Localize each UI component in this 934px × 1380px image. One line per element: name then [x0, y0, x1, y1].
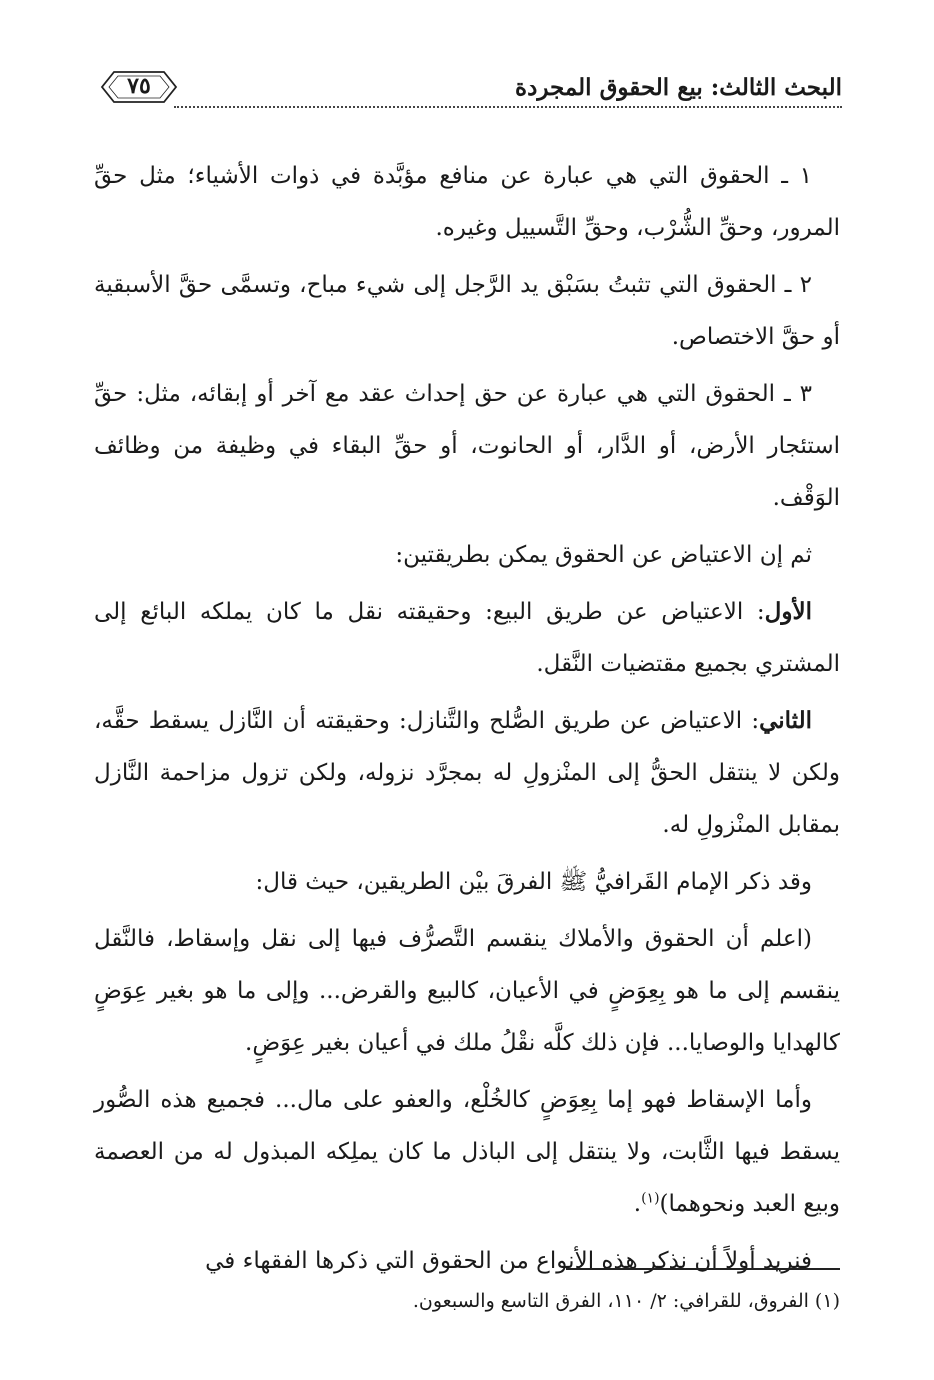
header-rule — [174, 106, 842, 108]
main-text — [94, 150, 840, 1292]
first-method-text: : الاعتياض عن طريق البيع: وحقيقته نقل ما كان يملكه البائع إلى المشتري بجميع مقتضيات النَّقل. — [94, 599, 840, 677]
running-title: البحث الثالث: بيع الحقوق المجردة — [515, 74, 842, 101]
footnote-reference: (١) — [641, 1190, 660, 1207]
intro-paragraph: ثم إن الاعتياض عن الحقوق يمكن بطريقتين: — [395, 542, 812, 568]
list-item-3: ٣ ـ الحقوق التي هي عبارة عن حق إحداث عقد مع آخر أو إبقائه، مثل: حقِّ استئجار الأرض، أو الدَّار، أو الحانوت، أو حقِّ البقاء في وظيفة من وظائف الوَقْف. — [94, 381, 840, 511]
list-item-2: ٢ ـ الحقوق التي تثبتُ بسَبْق يد الرَّجل إلى شيء مباح، وتسمَّى حقَّ الأسبقية أو حقَّ الاختصاص. — [94, 272, 840, 350]
second-method-text: : الاعتياض عن طريق الصُّلح والتَّنازل: وحقيقته أن النَّازل يسقط حقَّه، ولكن لا ينتقل الحقُّ إلى المنْزولِ له بمجرَّد نزوله، ولكن تزول مزاحمة النَّازل بمقابل المنْزولِ له. — [94, 708, 840, 838]
footnote: (١) الفروق، للقرافي: ٢/ ١١٠، الفرق التاسع والسبعون. — [412, 1290, 840, 1312]
quote-paragraph-2 — [94, 1074, 840, 1230]
first-method-label: الأول — [764, 598, 812, 625]
first-method-paragraph — [94, 586, 840, 690]
page-number-frame — [100, 68, 178, 106]
list-item-1: ١ ـ الحقوق التي هي عبارة عن منافع مؤبَّدة في ذوات الأشياء؛ مثل حقِّ المرور، وحقِّ الشُّرْب، وحقِّ التَّسييل وغيره. — [94, 163, 840, 241]
quote-text-2: وأما الإسقاط فهو إما بِعِوَضٍ كالخُلْع، والعفو على مال... فجميع هذه الصُّور يسقط فيها الثَّابت، ولا ينتقل إلى الباذل ما كان يملِكه المبذول له من العصمة وبيع العبد ونحوهما) — [94, 1087, 840, 1217]
quote-paragraph-1: (اعلم أن الحقوق والأملاك ينقسم التَّصرُّف فيها إلى نقل وإسقاط، فالنَّقل ينقسم إلى ما هو بِعِوَضٍ في الأعيان، كالبيع والقرض... وإلى ما هو بغير عِوَضٍ كالهدايا والوصايا... فإن ذلك كلَّه نقْلُ ملك في أعيان بغير عِوَضٍ. — [94, 926, 840, 1056]
footnote-separator — [566, 1268, 840, 1270]
page-number: ٧٥ — [127, 73, 151, 99]
quote-intro-paragraph: وقد ذكر الإمام القَرافيُّ ﷺ الفرقَ بيْن الطريقين، حيث قال: — [255, 869, 812, 895]
second-method-paragraph — [94, 695, 840, 851]
second-method-label: الثاني — [759, 707, 812, 734]
quote-end-punctuation: . — [633, 1191, 642, 1217]
page-header — [96, 60, 842, 116]
closing-paragraph: فنريد أولاً أن نذكر هذه الأنواع من الحقوق التي ذكرها الفقهاء في — [205, 1248, 812, 1274]
